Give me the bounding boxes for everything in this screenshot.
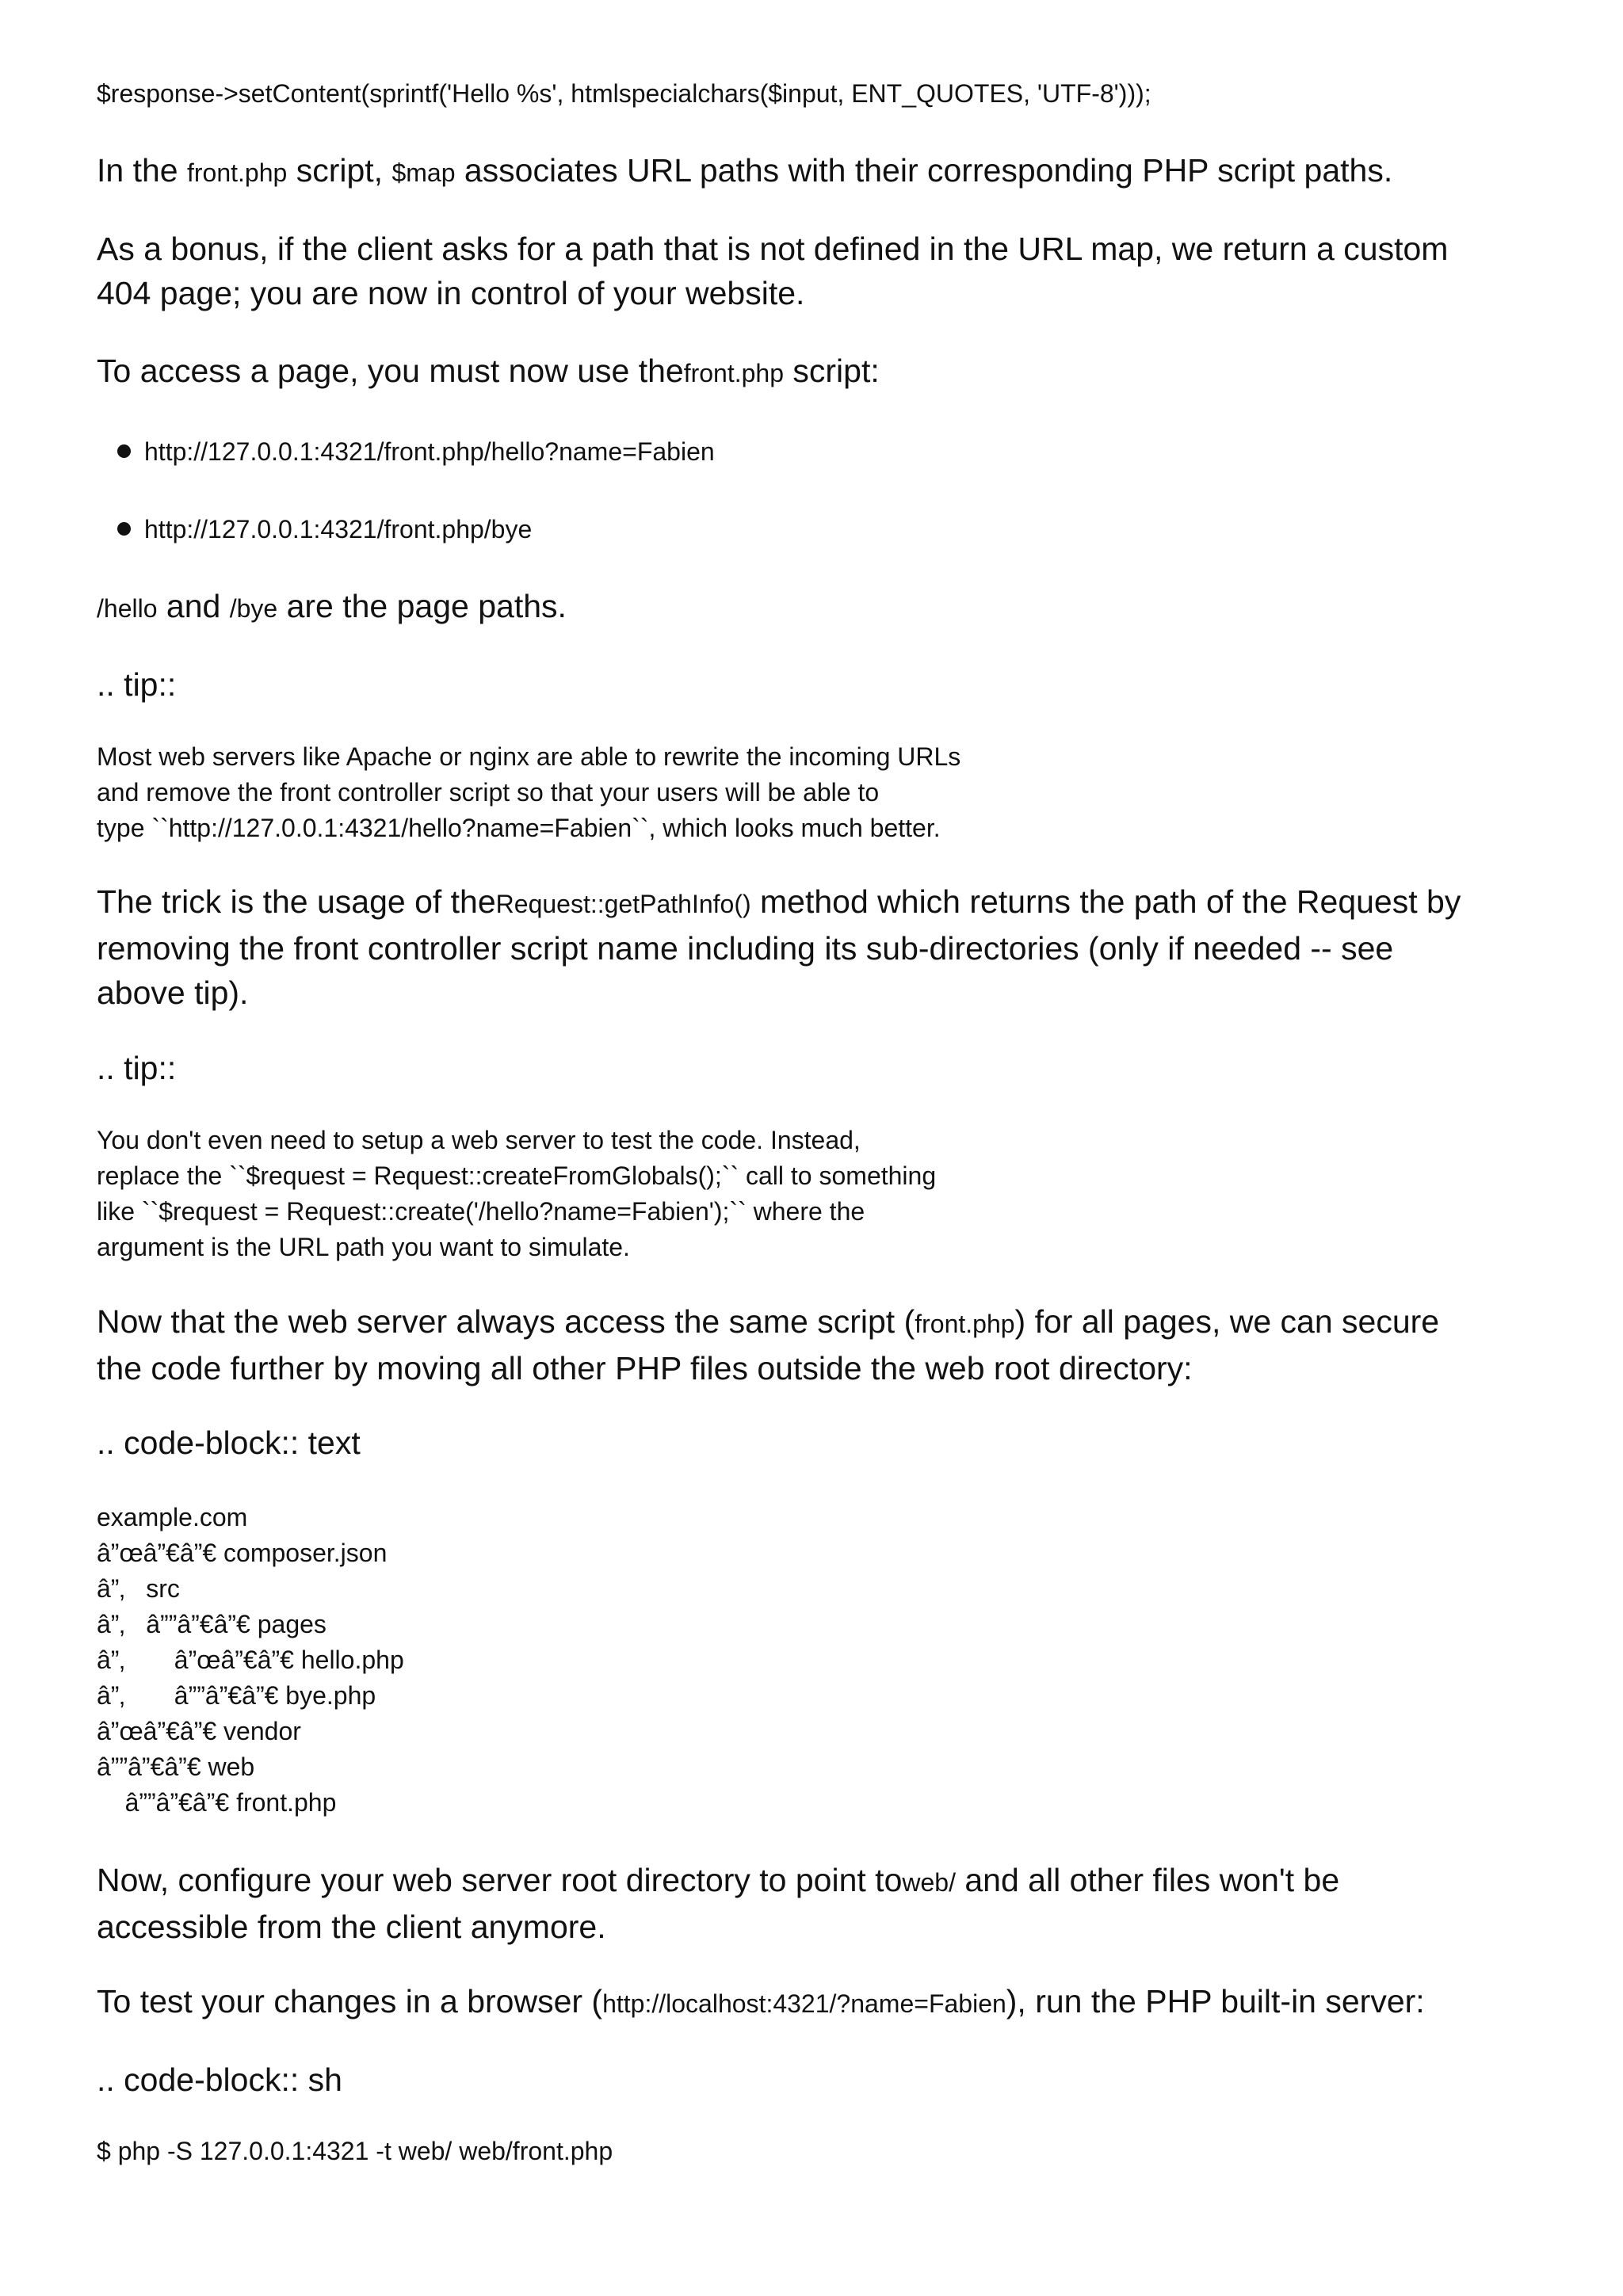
tip-body-simulate: You don't even need to setup a web server to test the code. Instead, replace the ``$request = Request::createFromGlobals();`` call to something like ``$request = Request::create('/hello?name=Fabien');`` where the argument is the URL path you want to simulate.	[97, 1126, 937, 1261]
paragraph-map: In the front.php script, $map associates URL paths with their corresponding PHP script paths.	[97, 152, 1393, 189]
code-block-directive: .. code-block:: sh	[97, 2061, 342, 2098]
paragraph-secure: Now that the web server always access the same script (front.php) for all pages, we can secure the code further by moving all other PHP files outside the web root directory:	[97, 1303, 1440, 1386]
inline-code-map: $map	[391, 158, 456, 187]
list-item	[144, 434, 715, 470]
url-bye: http://127.0.0.1:4321/front.php/bye	[144, 515, 533, 543]
code-block-directive: .. code-block:: text	[97, 1425, 361, 1461]
paragraph-404: As a bonus, if the client asks for a path that is not defined in the URL map, we return a custom 404 page; you are now in control of your website.	[97, 231, 1449, 311]
inline-code-getpathinfo: Request::getPathInfo()	[495, 890, 751, 918]
paragraph-browser-test: To test your changes in a browser (http://localhost:4321/?name=Fabien), run the PHP built-in server:	[97, 1983, 1425, 2019]
inline-code-front-php: front.php	[683, 359, 785, 387]
inline-code-web: web/	[902, 1868, 956, 1897]
inline-code-bye: /bye	[229, 594, 278, 623]
paragraph-access: To access a page, you must now use thefront.php script:	[97, 353, 880, 389]
inline-code-front-php: front.php	[186, 158, 288, 187]
inline-code-front-php: front.php	[915, 1310, 1015, 1338]
shell-command: $ php -S 127.0.0.1:4321 -t web/ web/front.php	[97, 2137, 613, 2165]
tip-directive: .. tip::	[97, 1050, 177, 1086]
code-line-setcontent: $response->setContent(sprintf('Hello %s', htmlspecialchars($input, ENT_QUOTES, 'UTF-8')));	[97, 79, 1151, 108]
paragraph-getpathinfo: The trick is the usage of theRequest::getPathInfo() method which returns the path of the Request by removing the front controller script name including its sub-directories (only if needed -- see above tip).	[97, 883, 1461, 1011]
bullet-icon	[117, 522, 131, 536]
url-hello: http://127.0.0.1:4321/front.php/hello?name=Fabien	[144, 437, 715, 466]
paragraph-page-paths: /hello and /bye are the page paths.	[97, 588, 567, 624]
tip-body-rewrite: Most web servers like Apache or nginx are able to rewrite the incoming URLs and remove the front controller script so that your users will be able to type ``http://127.0.0.1:4321/hello?name=Fabien``, which looks much better.	[97, 742, 961, 842]
inline-code-localhost-url: http://localhost:4321/?name=Fabien	[602, 1989, 1006, 2018]
paragraph-web-root: Now, configure your web server root directory to point toweb/ and all other files won't be accessible from the client anymore.	[97, 1862, 1340, 1945]
list-item	[144, 512, 532, 547]
directory-tree: example.com â”œâ”€â”€ composer.json â”‚ src â”‚ â””â”€â”€ pages â”‚ â”œâ”€â”€ hello.php â”‚ â””â”€â”€ bye.php â”œâ”€â”€ vendor â””â”€â”€ web â””â”€â”€ front.php	[97, 1503, 404, 1817]
inline-code-hello: /hello	[97, 594, 158, 623]
bullet-icon	[117, 444, 131, 458]
tip-directive: .. tip::	[97, 666, 177, 703]
